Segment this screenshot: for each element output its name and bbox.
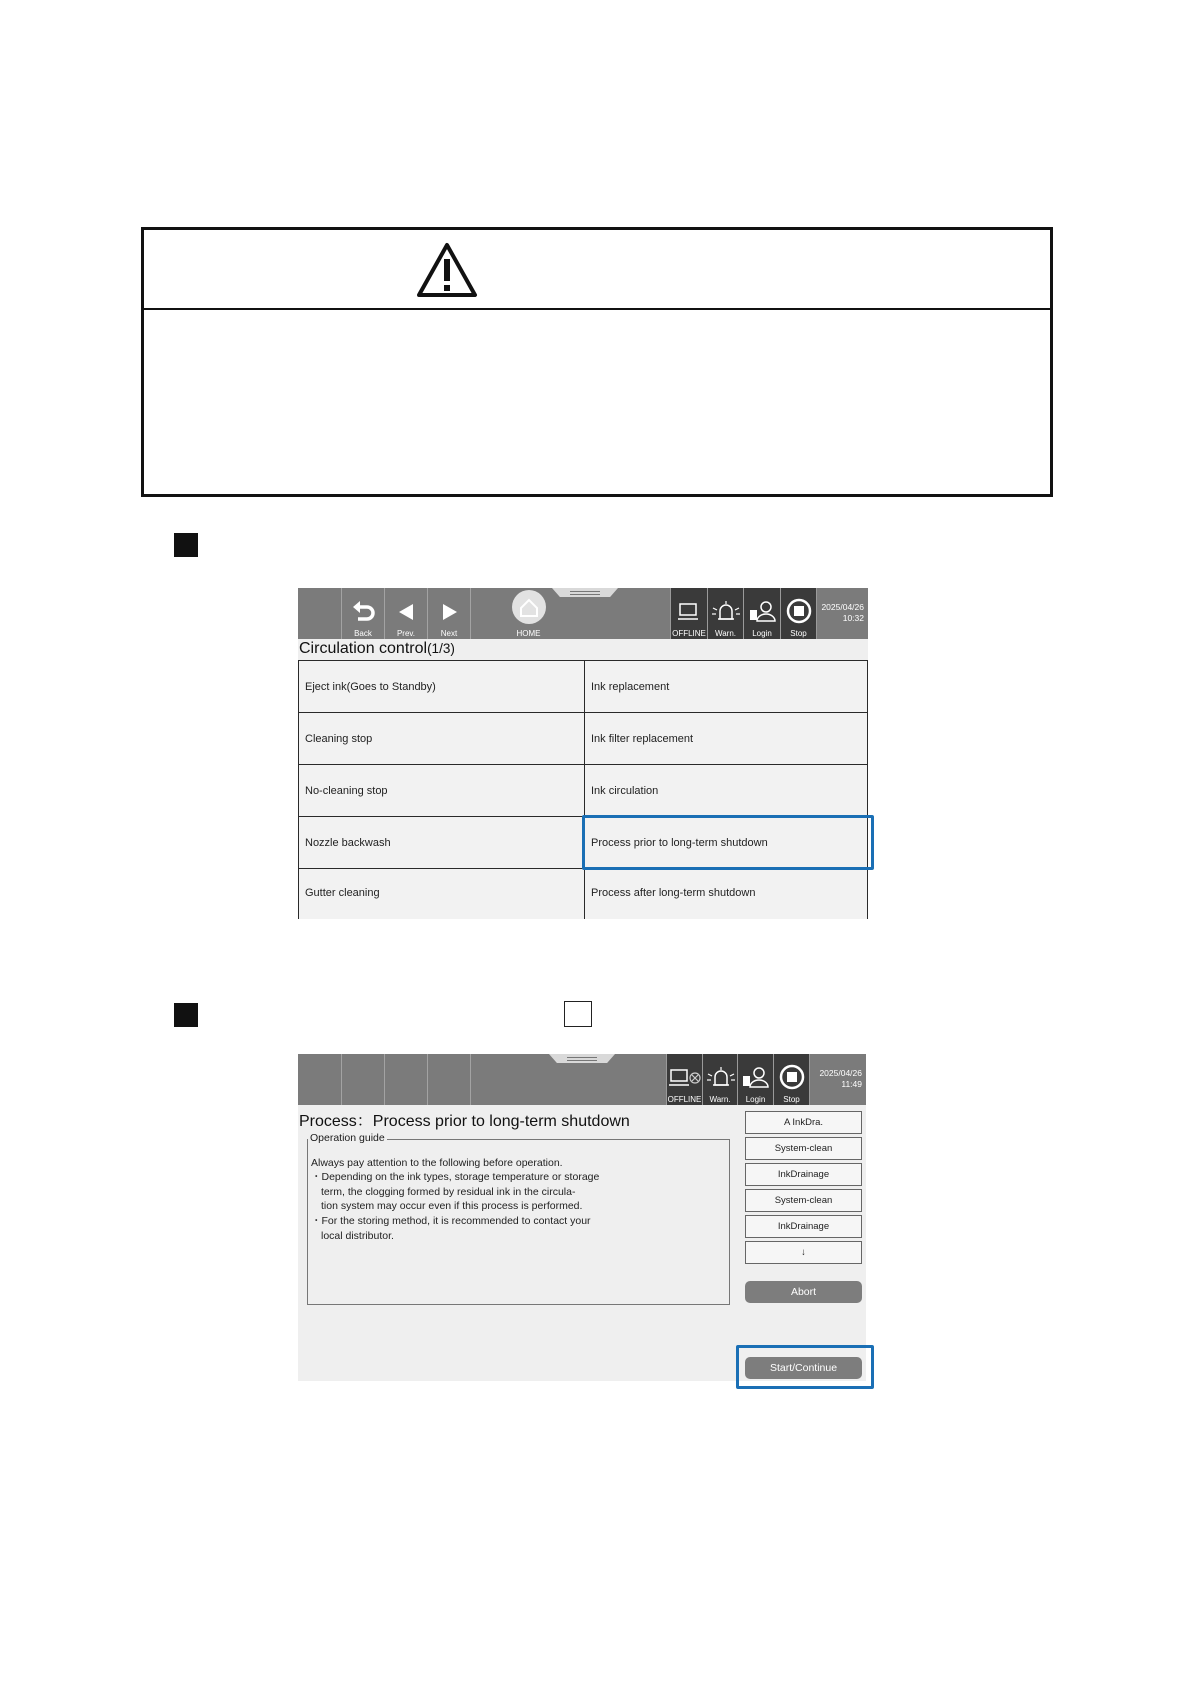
warning-indicator-2[interactable]: Warn. bbox=[702, 1054, 737, 1105]
step-bullet-2 bbox=[174, 1003, 198, 1027]
offline-indicator[interactable]: OFFLINE bbox=[670, 588, 707, 639]
monitor-icon bbox=[678, 602, 700, 622]
back-button[interactable]: Back bbox=[341, 588, 384, 639]
blank-button-1 bbox=[341, 1054, 384, 1105]
step-item[interactable]: InkDrainage bbox=[745, 1215, 862, 1238]
datetime-2 bbox=[809, 1054, 866, 1105]
menu-nozzle-backwash[interactable]: Nozzle backwash bbox=[298, 816, 585, 869]
login-button[interactable]: Login bbox=[743, 588, 780, 639]
pull-down-tab[interactable] bbox=[552, 588, 618, 597]
stop-button[interactable]: Stop bbox=[780, 588, 816, 639]
date-text: 2025/04/26 bbox=[821, 602, 864, 612]
home-button[interactable]: HOME bbox=[470, 588, 668, 639]
alarm-bell-icon bbox=[711, 600, 741, 624]
next-triangle-icon bbox=[441, 603, 459, 621]
guide-line-4: tion system may occur even if this process is performed. bbox=[321, 1200, 583, 1212]
guide-line-1: Always pay attention to the following before operation. bbox=[311, 1157, 563, 1169]
guide-line-5: ・For the storing method, it is recommended to contact your bbox=[311, 1215, 591, 1227]
warning-indicator[interactable]: Warn. bbox=[707, 588, 743, 639]
step-item[interactable]: InkDrainage bbox=[745, 1163, 862, 1186]
top-bar-2 bbox=[298, 1054, 866, 1105]
warning-triangle-icon bbox=[416, 242, 478, 298]
page-indicator: (1/3) bbox=[427, 641, 455, 656]
login-button-2[interactable]: Login bbox=[737, 1054, 773, 1105]
caution-box bbox=[141, 227, 1053, 497]
menu-ink-circulation[interactable]: Ink circulation bbox=[584, 764, 868, 817]
user-login-icon bbox=[742, 1066, 770, 1090]
caution-divider bbox=[144, 308, 1050, 310]
step-item[interactable]: System-clean bbox=[745, 1189, 862, 1212]
date-text: 2025/04/26 bbox=[819, 1068, 862, 1078]
prev-button[interactable]: Prev. bbox=[384, 588, 427, 639]
menu-ink-filter-replacement[interactable]: Ink filter replacement bbox=[584, 712, 868, 765]
menu-no-cleaning-stop[interactable]: No-cleaning stop bbox=[298, 764, 585, 817]
prev-triangle-icon bbox=[397, 603, 415, 621]
process-title: Process：Process prior to long-term shutdown bbox=[299, 1113, 630, 1130]
menu-process-prior-shutdown[interactable]: Process prior to long-term shutdown bbox=[584, 816, 868, 869]
step-more-arrow[interactable]: ↓ bbox=[745, 1241, 862, 1264]
monitor-offline-icon bbox=[669, 1068, 701, 1088]
menu-cleaning-stop[interactable]: Cleaning stop bbox=[298, 712, 585, 765]
menu-gutter-cleaning[interactable]: Gutter cleaning bbox=[298, 868, 585, 919]
alarm-bell-icon bbox=[706, 1066, 736, 1090]
next-button[interactable]: Next bbox=[427, 588, 470, 639]
abort-button[interactable]: Abort bbox=[745, 1281, 862, 1303]
stop-button-2[interactable]: Stop bbox=[773, 1054, 809, 1105]
stop-circle-icon bbox=[779, 1064, 805, 1090]
stop-circle-icon bbox=[786, 598, 812, 624]
process-screen bbox=[298, 1054, 866, 1381]
home-icon bbox=[510, 589, 548, 625]
top-bar bbox=[298, 588, 868, 639]
guide-line-2: ・Depending on the ink types, storage temperature or storage bbox=[311, 1171, 600, 1183]
blank-button-3 bbox=[427, 1054, 470, 1105]
menu-eject-ink[interactable]: Eject ink(Goes to Standby) bbox=[298, 660, 585, 713]
pull-down-tab-2[interactable] bbox=[549, 1054, 615, 1063]
guide-line-3: term, the clogging formed by residual ink in the circula- bbox=[321, 1186, 576, 1198]
time-text: 11:49 bbox=[841, 1079, 862, 1089]
menu-process-after-shutdown[interactable]: Process after long-term shutdown bbox=[584, 868, 868, 919]
start-continue-button[interactable]: Start/Continue bbox=[745, 1357, 862, 1379]
screen-title: Circulation control(1/3) bbox=[299, 640, 455, 657]
highlight-process-prior bbox=[582, 815, 874, 870]
highlight-start-continue bbox=[736, 1345, 874, 1389]
menu-ink-replacement[interactable]: Ink replacement bbox=[584, 660, 868, 713]
blank-button-2 bbox=[384, 1054, 427, 1105]
step-item[interactable]: A InkDra. bbox=[745, 1111, 862, 1134]
user-login-icon bbox=[749, 600, 777, 624]
step-item[interactable]: System-clean bbox=[745, 1137, 862, 1160]
time-text: 10:32 bbox=[842, 613, 864, 623]
button-placeholder-box bbox=[564, 1001, 592, 1027]
guide-line-6: local distributor. bbox=[321, 1230, 394, 1242]
operation-guide-legend: Operation guide bbox=[310, 1132, 385, 1144]
offline-indicator-2[interactable]: OFFLINE bbox=[666, 1054, 702, 1105]
back-arrow-icon bbox=[351, 599, 377, 623]
datetime bbox=[816, 588, 868, 639]
step-bullet-1 bbox=[174, 533, 198, 557]
